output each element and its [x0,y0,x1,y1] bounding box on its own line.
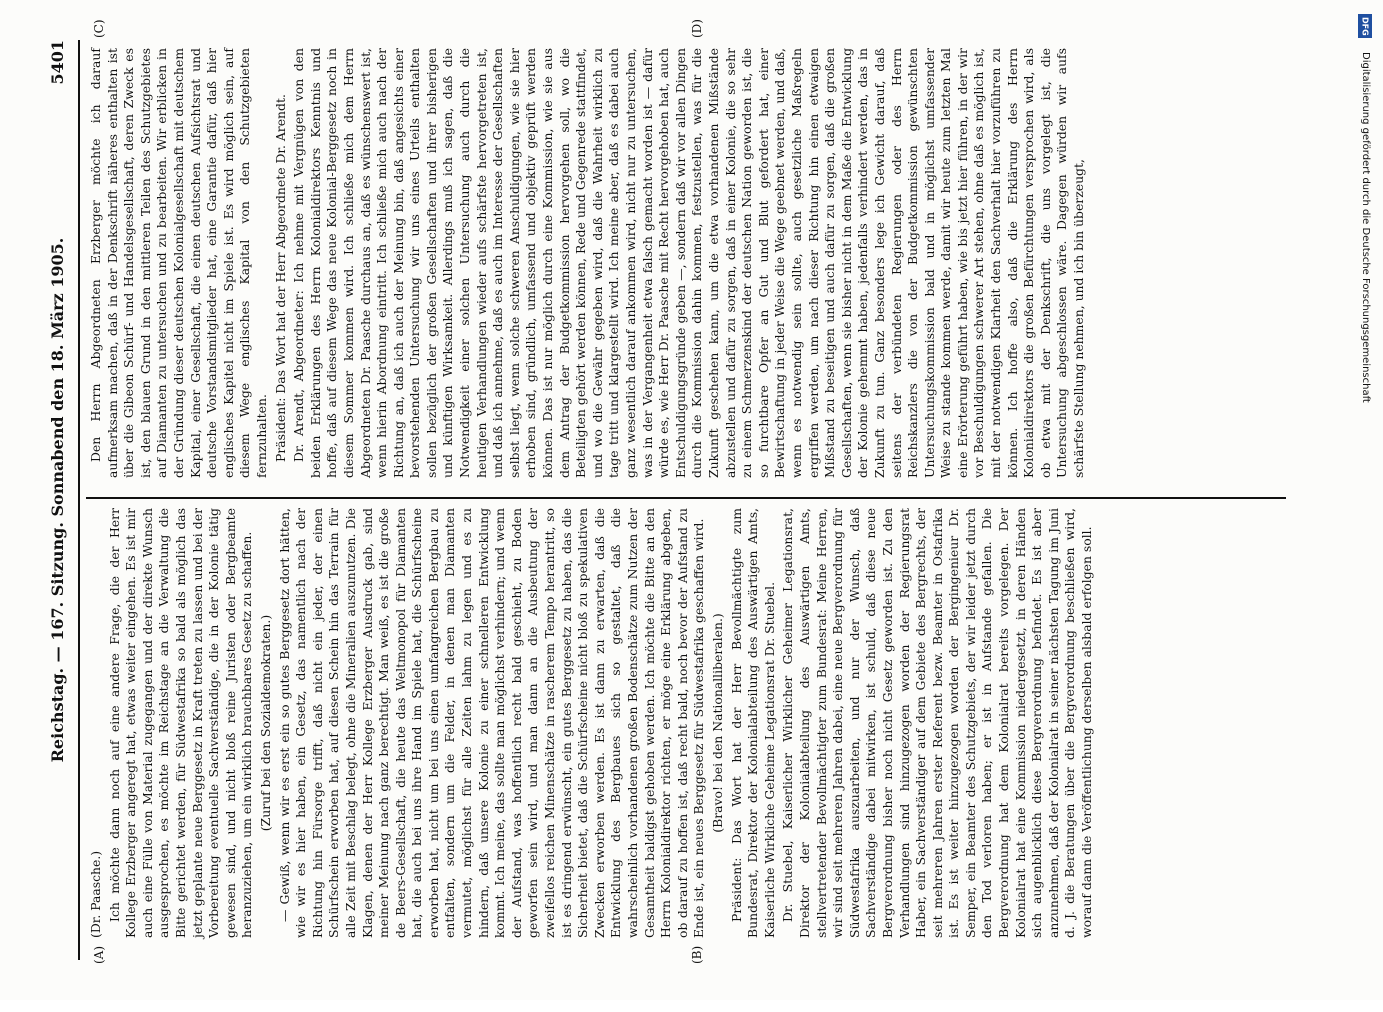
margin-mark-d: (D) [690,19,704,38]
margin-mark-a: (A) [92,945,106,964]
paragraph: Dr. Stuebel, Kaiserlicher Wirklicher Geheimer Legationsrat, Direktor der Kolonialabteilung des Auswärtigen Amts, stellvertretender Bevollmächtigter zum Bundesrat: Meine Herren, wir sind seit mehreren Jahren dabei, eine neue Bergverordnung für Südwestafrika auszuarbeiten, und nur der Wunsch, daß Sachverständige dabei mitwirken, ist schuld, daß diese neue Bergverordnung bisher noch nicht Gesetz geworden ist. Zu den Verhandlungen sind hinzugezogen worden der Regierungsrat Haber, ein Sachverständiger auf dem Gebiete des Bergrechts, der seit mehreren Jahren erster Referent bezw. Beamter in Ostafrika ist. Es ist weiter hinzugezogen worden der Bergingenieur Dr. Semper, ein Beamter des Schutzgebiets, der wir leider jetzt durch den Tod verloren haben; er ist in Aufstande gefallen. Die Bergverordnung hat dem Kolonialrat bereits vorgelegen. Der Kolonialrat hat eine Kommission niedergesetzt, in deren Händen sich augenblicklich diese Bergverordnung befindet. Es ist aber anzunehmen, daß der Kolonialrat in seiner nächsten Tagung im Juni d. J. die Beratungen über die Bergverordnung beschließen wird, worauf dann die Veröffentlichung derselben alsbald erfolgen soll. [780,508,1095,938]
column-divider [86,497,1286,499]
page-number: 5401 [48,40,67,85]
header-rule [78,40,80,960]
paragraph: Den Herrn Abgeordneten Erzberger möchte ich darauf aufmerksam machen, daß in der Denkschrift näheres enthalten ist über die Gibeon Schürf- und Handelsgesellschaft, deren Zweck es ist, den blauen Grund in den mittleren Teilen des Schutzgebietes auf Diamanten zu untersuchen und zu bearbeiten. Wir erblicken in der Gründung dieser deutschen Kolonialgesellschaft mit deutschem Kapital, einer Gesellschaft, die einen deutschen Aufsichtsrat und deutsche Vorstandsmitglieder hat, eine Garantie dafür, daß hier englisches Kapitel nicht im Spiele ist. Es wird möglich sein, auf diesem Wege englisches Kapital von den Schutzgebieten fernzuhalten. [88,48,269,478]
paragraph: — Gewiß, wenn wir es erst ein so gutes Berggesetz dort hätten, wie wir es hier haben, ein Gesetz, das namentlich nach der Richtung hin Fürsorge trifft, daß nicht ein jeder, der einen Schürfschein erworben hat, auf diesen Schein hin das Terrain für alle Zeit mit Beschlag belegt, ohne die Mineralien auszunutzen. Die Klagen, denen der Herr Kollege Erzberger Ausdruck gab, sind meiner Meinung nach ganz berechtigt. Man weiß, es ist die große de Beers-Gesellschaft, die heute das Weltmonopol für Diamanten hat, die auch bei uns ihre Hand im Spiele hat, die Schürfscheine erworben hat, nicht um bei uns einen umfangreichen Bergbau zu entfalten, sondern um die Felder, in denen man Diamanten vermutet, möglichst für alle Zeiten lahm zu legen und es zu hindern, daß unsere Kolonie zu einer schnelleren Entwicklung kommt. Ich meine, das sollte man möglichst verhindern; und wenn der Aufstand, was hoffentlich recht bald geschieht, zu Boden geworfen sein wird, und man dann an die Ausbeutung der zweifellos reichen Minenschätze in rascherem Tempo herantritt, so ist es dringend erwünscht, ein gutes Berggesetz zu haben, das die Sicherheit bietet, daß die Schürfscheine nicht bloß zu spekulativen Zwecken erworben werden. Es ist dann zu erwarten, daß die Entwicklung des Bergbaues sich so gestaltet, daß die wahrscheinlich vorhandenen großen Bodenschätze zum Nutzen der Gesamtheit baldigst gehoben werden. Ich möchte die Bitte an den Herrn Kolonialdirektor richten, er möge eine Erklärung abgeben, ob darauf zu hoffen ist, daß recht bald, noch bevor der Aufstand zu Ende ist, ein neues Berggesetz für Südwestafrika geschaffen wird. [276,508,707,938]
paragraph: Ich möchte dann noch auf eine andere Frage, die der Herr Kollege Erzberger angeregt hat, etwas weiter eingehen. Es ist mir auch eine Fülle von Material zugegangen und der direkte Wunsch ausgesprochen, es möchte im Reichstage an die Verwaltung die Bitte gerichtet werden, für Südwestafrika so bald als möglich das jetzt geplante neue Berggesetz in Kraft treten zu lassen und bei der Vorbereitung eventuelle Sachverständige, die in der Kolonie tätig gewesen sind, und nicht bloß reine Juristen oder Bergbeamte heranzuziehen, um ein wirklich brauchbares Gesetz zu schaffen. [106,508,255,938]
right-column [88,48,1090,478]
president-statement: Präsident: Das Wort hat der Herr Bevollmächtigte zum Bundesrat, Direktor der Kolonialabteilung des Auswärtigen Amts, Kaiserliche Wirkliche Geheime Legationsrat Dr. Stuebel. [728,508,777,938]
header-title: Reichstag. — 167. Sitzung. Sonnabend den 18. März 1905. [48,237,67,763]
left-column [88,508,1098,938]
digitization-note [1355,12,1375,988]
paragraph: Dr. Arendt, Abgeordneter: Ich nehme mit Vergnügen von den beiden Erklärungen des Herrn Kolonialdirektors Kenntnis und hoffe, daß auf diesem Wege das neue Kolonial-Berggesetz noch in diesem Sommer kommen wird. Ich schließe mich dem Herrn Abgeordneten Dr. Paasche durchaus an, daß es wünschenswert ist, wenn hierin Abordnung eintritt. Ich schließe mich auch nach der Richtung an, daß ich auch der Meinung bin, daß angesichts einer bevorstehenden Untersuchung wir uns eines Urteils enthalten sollen bezüglich der großen Gesellschaften und ihrer bisherigen und künftigen Wirksamkeit. Allerdings muß ich sagen, daß die Notwendigkeit einer solchen Untersuchung auch durch die heutigen Verhandlungen wieder aufs schärfste hervorgetreten ist, und daß ich annehme, daß es auch im Interesse der Gesellschaften selbst liegt, wenn solche schweren Anschuldigungen, wie sie hier erhoben sind, gründlich, umfassend und objektiv geprüft werden können. Das ist nur möglich durch eine Kommission, wie sie aus dem Antrag der Budgetkommission hervorgehen soll, wo die Beteiligten gehört werden können, Rede und Gegenrede stattfindet, und wo die Gewähr gegeben wird, daß die Wahrheit wirklich zu tage tritt und klargestellt wird. Ich meine aber, daß es dabei auch ganz wesentlich darauf ankommen wird, nicht nur zu untersuchen, was in der Vergangenheit etwa falsch gemacht worden ist — dafür würde es, wie Herr Dr. Paasche mit Recht hervorgehoben hat, auch Entschuldigungsgründe geben —, sondern daß wir vor allen Dingen durch die Kommission dahin kommen, festzustellen, was für die Zukunft geschehen kann, um die etwa vorhandenen Mißstände abzustellen und dafür zu sorgen, daß in einer Kolonie, die so sehr zu einem Schmerzenskind der deutschen Nation geworden ist, die so furchtbare Opfer an Gut und Blut gefordert hat, einer Bewirtschaftung in jeder Weise die Wege geebnet werden, und daß, wenn es notwendig sein sollte, auch gesetzliche Maßregeln ergriffen werden, um nach dieser Richtung hin einen etwaigen Mißstand zu beseitigen und auch dafür zu sorgen, daß die großen Gesellschaften, wenn sie bisher nicht in dem Maße die Entwicklung der Kolonie gehemmt haben, jedenfalls verhindert werden, das in Zukunft zu tun. Ganz besonders lege ich Gewicht darauf, daß seitens der verbündeten Regierungen oder des Herrn Reichskanzlers die von der Budgetkommission gewünschten Untersuchungskommission bald und in möglichst umfassender Weise zu stande kommen werde, damit wir heute zum letzten Mal eine Erörterung geführt haben, wie bis jetzt hier führen, in der wir vor Beschuldigungen schwerer Art stehen, ohne daß es möglich ist, mit der notwendigen Klarheit den Sachverhalt hier vorzuführen zu können. Ich hoffe also, daß die Erklärung des Herrn Kolonialdirektors die großen Befürchtungen versprochen wird, als ob etwa mit der Denkschrift, die uns vorgelegt ist, die Untersuchung abgeschlossen wäre. Dagegen würden wir aufs schärfste Stellung nehmen, und ich bin überzeugt, [291,48,1087,478]
page-header [48,40,78,960]
margin-mark-b: (B) [690,945,704,964]
interjection: (Zuruf bei den Sozialdemokraten.) [257,614,273,832]
speaker-heading: (Dr. Paasche.) [88,850,103,938]
interjection: (Bravo! bei den Nationalliberalen.) [709,613,725,833]
dfg-logo: DFG [1358,14,1372,38]
president-statement: Präsident: Das Wort hat der Herr Abgeordnete Dr. Arendt. [272,94,288,462]
margin-mark-c: (C) [92,19,106,38]
digitization-note-text: Digitalisierung gefördert durch die Deutsche Forschungsgemeinschaft [1360,52,1371,403]
